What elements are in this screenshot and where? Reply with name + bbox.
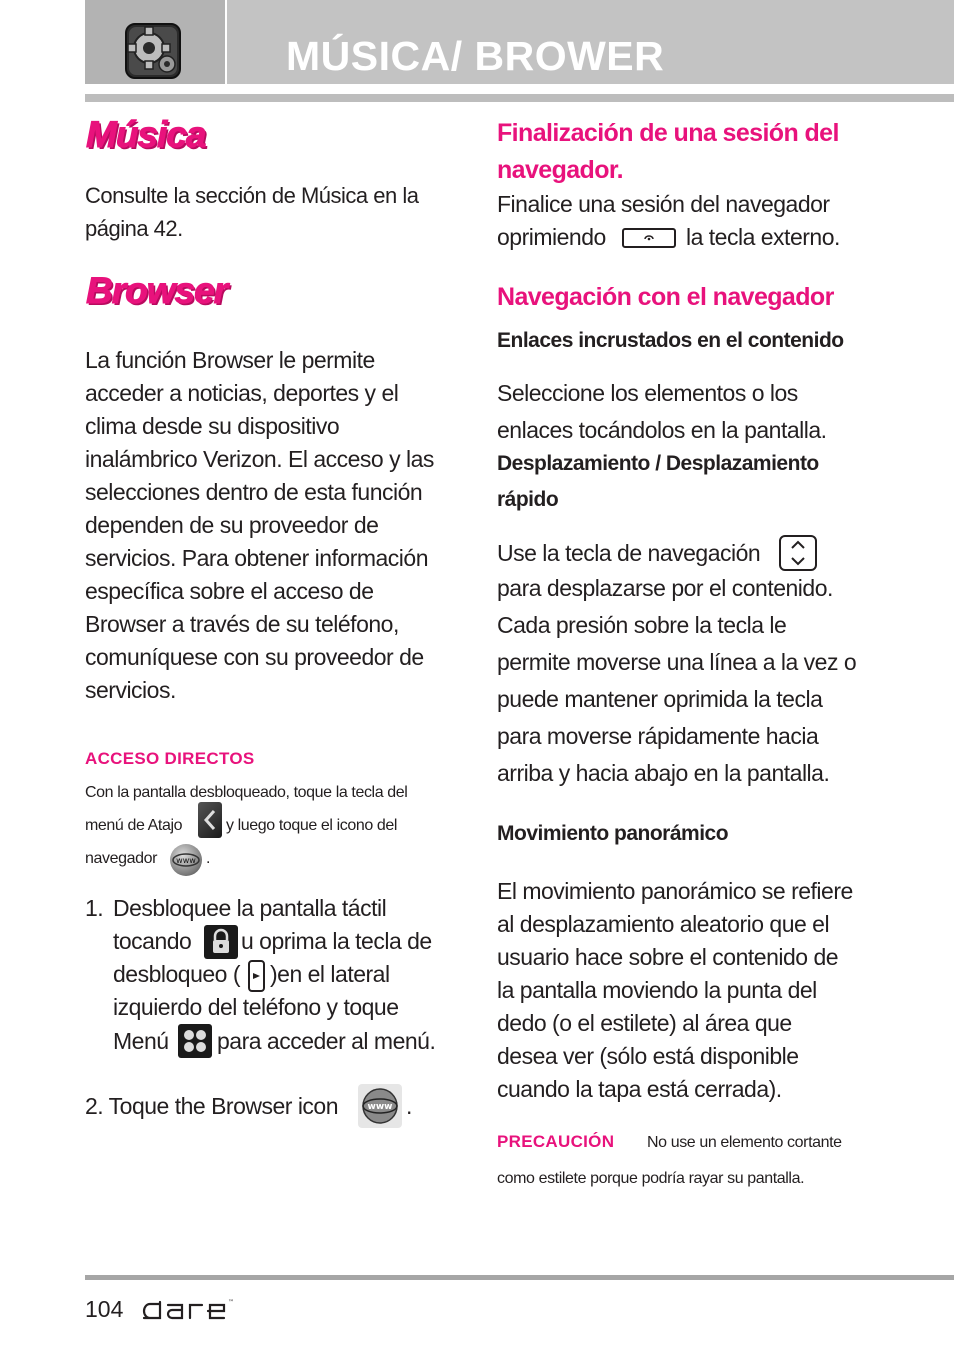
step-1-line-1: Desbloquee la pantalla táctil: [113, 895, 387, 921]
browser-globe-icon: [170, 844, 202, 876]
text-line: cuando la tapa está cerrada).: [497, 1076, 782, 1102]
text-line: dedo (o el estilete) al área que: [497, 1010, 792, 1036]
text-line: desea ver (sólo está disponible: [497, 1043, 799, 1069]
step-2-end: .: [406, 1093, 412, 1119]
desplazamiento-line-1: Use la tecla de navegación: [497, 540, 761, 566]
text-line: La función Browser le permite: [85, 347, 375, 373]
desplazamiento-heading-line-1: Desplazamiento / Desplazamiento: [497, 452, 819, 475]
text-line: servicios.: [85, 677, 176, 703]
desplazamiento-heading-line-2: rápido: [497, 488, 559, 511]
text-line: Cada presión sobre la tecla le: [497, 612, 787, 638]
svg-text:www: www: [367, 1102, 393, 1112]
precaucion-line-2: como estilete porque podría rayar su pantalla.: [497, 1170, 805, 1187]
text-line: Browser a través de su teléfono,: [85, 611, 399, 637]
navegacion-heading: Navegación con el navegador: [497, 283, 834, 311]
step-2-text: 2. Toque the Browser icon: [85, 1093, 339, 1119]
precaucion-label: PRECAUCIÓN: [497, 1132, 615, 1151]
fin-text-line-2b: la tecla externo.: [686, 224, 840, 250]
navigation-key-icon: [779, 535, 817, 571]
text-line: servicios. Para obtener información: [85, 545, 428, 571]
text-line: al desplazamiento aleatorio que el: [497, 911, 830, 937]
unlock-key-icon: [248, 960, 265, 992]
text-line: puede mantener oprimida la tecla: [497, 686, 823, 712]
precaucion-line-1: No use un elemento cortante: [647, 1134, 842, 1151]
step-1-line-2a: tocando: [113, 928, 192, 954]
step-1-number: 1.: [85, 895, 104, 921]
shortcut-menu-icon: [198, 802, 222, 838]
text-line: la pantalla moviendo la punta del: [497, 977, 817, 1003]
acceso-line-2a: menú de Atajo: [85, 817, 183, 834]
musica-text-line-2: página 42.: [85, 216, 183, 241]
text-line: específica sobre el acceso de: [85, 578, 374, 604]
fin-heading-line-2: navegador.: [497, 156, 623, 184]
enlaces-line-1: Seleccione los elementos o los: [497, 380, 798, 406]
acceso-line-3b: .: [206, 850, 211, 867]
acceso-directos-heading: ACCESO DIRECTOS: [85, 749, 255, 768]
text-line: arriba y hacia abajo en la pantalla.: [497, 760, 830, 786]
browser-icon: [358, 1084, 402, 1128]
lock-icon: [204, 925, 238, 959]
browser-paragraph: [85, 344, 465, 707]
text-line: acceder a noticias, deportes y el: [85, 380, 399, 406]
text-line: para desplazarse por el contenido.: [497, 575, 833, 601]
step-1-line-3b: )en el lateral: [270, 961, 390, 987]
text-line: clima desde su dispositivo: [85, 413, 340, 439]
trademark-symbol: ™: [228, 1299, 234, 1306]
text-line: inalámbrico Verizon. El acceso y las: [85, 446, 434, 472]
footer-divider: [85, 1275, 954, 1280]
page-title: MÚSICA/ BROWER: [286, 33, 665, 79]
panoramico-paragraph: [497, 875, 917, 1106]
text-line: para moverse rápidamente hacia: [497, 723, 819, 749]
header-divider: [85, 94, 954, 102]
step-1-line-5b: para acceder al menú.: [217, 1028, 436, 1054]
step-1-line-5a: Menú: [113, 1028, 169, 1054]
browser-heading: Browser: [86, 270, 228, 311]
step-1-line-3a: desbloqueo (: [113, 961, 240, 987]
enlaces-heading: Enlaces incrustados en el contenido: [497, 329, 844, 352]
acceso-line-3a: navegador: [85, 850, 158, 867]
acceso-line-1: Con la pantalla desbloqueado, toque la tecla del: [85, 784, 408, 801]
page-number: 104: [85, 1296, 124, 1322]
text-line: dependen de su proveedor de: [85, 512, 379, 538]
menu-grid-icon: [178, 1024, 212, 1058]
musica-text-line-1: Consulte la sección de Música en la: [85, 183, 419, 208]
dare-logo: [140, 1294, 260, 1324]
gear-icon: [124, 22, 182, 80]
text-line: permite moverse una línea a la vez o: [497, 649, 857, 675]
enlaces-line-2: enlaces tocándolos en la pantalla.: [497, 417, 827, 443]
movimiento-panoramico-heading: Movimiento panorámico: [497, 822, 729, 845]
musica-heading: Música: [86, 114, 206, 155]
desplazamiento-paragraph: [497, 570, 917, 792]
fin-text-line-2a: oprimiendo: [497, 224, 606, 250]
text-line: selecciones dentro de esta función: [85, 479, 423, 505]
end-key-icon: [622, 228, 676, 248]
svg-text:www: www: [176, 856, 196, 865]
acceso-line-2b: y luego toque el icono del: [226, 817, 398, 834]
fin-heading-line-1: Finalización de una sesión del: [497, 119, 839, 147]
step-1-line-4: izquierdo del teléfono y toque: [113, 994, 399, 1020]
step-1-line-2b: u oprima la tecla de: [241, 928, 432, 954]
text-line: El movimiento panorámico se refiere: [497, 878, 853, 904]
text-line: usuario hace sobre el contenido de: [497, 944, 839, 970]
fin-text-line-1: Finalice una sesión del navegador: [497, 191, 830, 217]
text-line: comuníquese con su proveedor de: [85, 644, 424, 670]
